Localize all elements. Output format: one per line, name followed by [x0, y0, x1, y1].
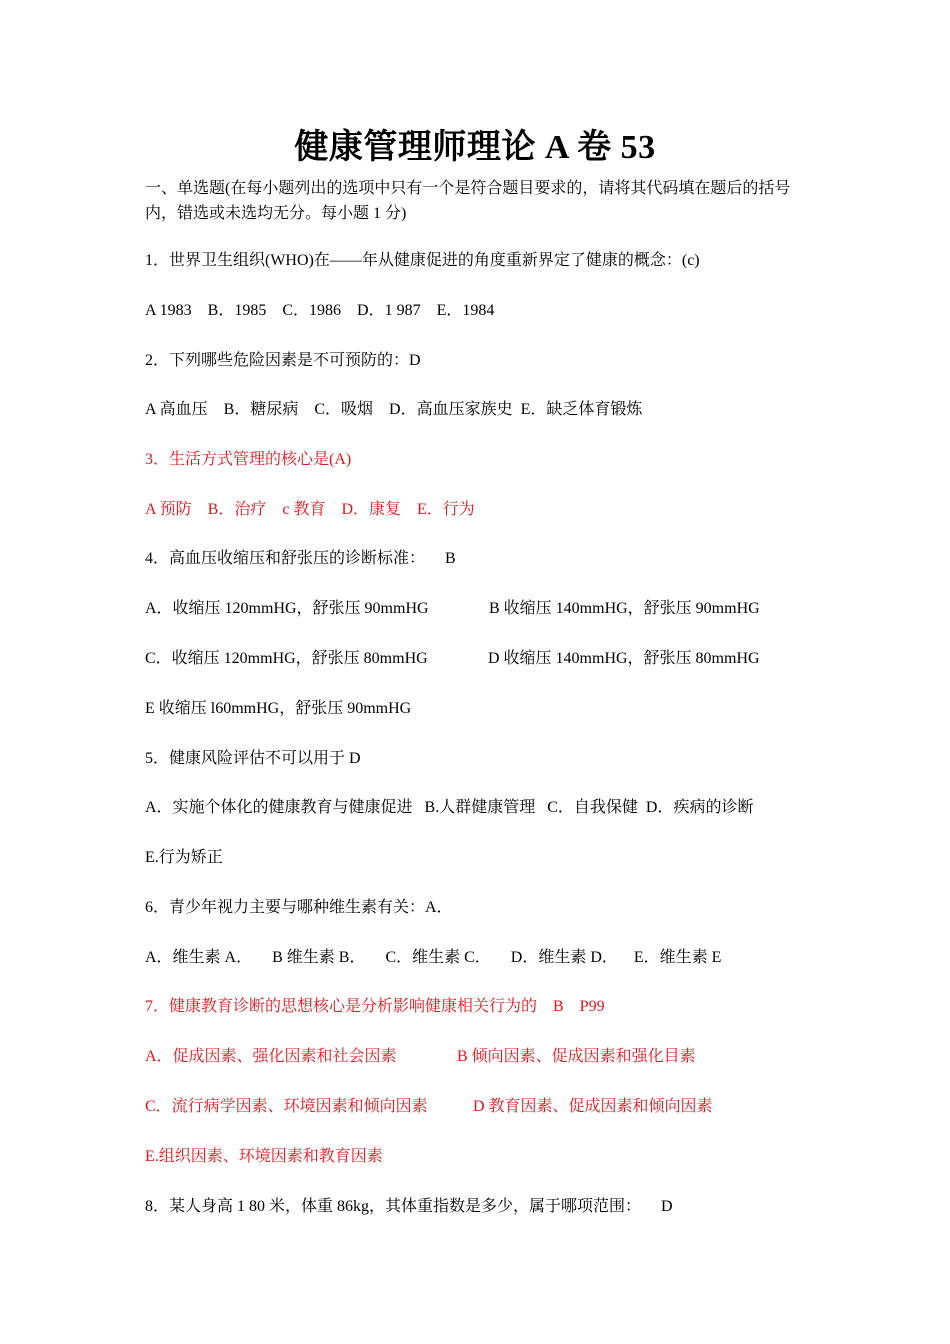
question-6-options: A．维生素 A． B 维生素 B． C．维生素 C． D．维生素 D． E．维生素 E [145, 949, 722, 966]
question-6-stem: 6．青少年视力主要与哪种维生素有关：A． [145, 899, 453, 916]
question-5-options: A．实施个体化的健康教育与健康促进 B.人群健康管理 C．自我保健 D．疾病的诊断 [145, 799, 754, 816]
question-5-stem: 5．健康风险评估不可以用于 D [145, 750, 361, 767]
question-7-option-b: B 倾向因素、促成因素和强化目素 [457, 1048, 696, 1065]
question-7-option-a: A．促成因素、强化因素和社会因素 [145, 1048, 397, 1065]
question-3-options: A 预防 B．治疗 c 教育 D．康复 E．行为 [145, 501, 475, 518]
question-4-option-d: D 收缩压 140mmHG，舒张压 80mmHG [488, 650, 760, 667]
question-4-stem: 4．高血压收缩压和舒张压的诊断标准： B [145, 550, 456, 567]
question-7-option-d: D 教育因素、促成因素和倾向因素 [473, 1098, 713, 1115]
question-4-option-a: A．收缩压 120mmHG，舒张压 90mmHG [145, 600, 429, 617]
question-4-option-b: B 收缩压 140mmHG，舒张压 90mmHG [489, 600, 760, 617]
document-title: 健康管理师理论 A 卷 53 [294, 129, 656, 166]
section-instructions: 一、单选题(在每小题列出的选项中只有一个是符合题目要求的，请将其代码填在题后的括号内，错选或未选均无分。每小题 1 分) [145, 180, 791, 222]
question-2-stem: 2．下列哪些危险因素是不可预防的：D [145, 352, 421, 369]
question-3-stem: 3．生活方式管理的核心是(A) [145, 451, 352, 468]
question-4-option-c: C．收缩压 120mmHG，舒张压 80mmHG [145, 650, 428, 667]
question-2-options: A 高血压 B．糖尿病 C．吸烟 D．高血压家族史 E．缺乏体育锻炼 [145, 401, 643, 418]
question-4-option-e: E 收缩压 l60mmHG，舒张压 90mmHG [145, 700, 412, 717]
question-1-stem: 1．世界卫生组织(WHO)在——年从健康促进的角度重新界定了健康的概念：(c) [145, 252, 700, 269]
question-1-options: A 1983 B．1985 C．1986 D．1 987 E．1984 [145, 302, 495, 319]
question-7-option-e: E.组织因素、环境因素和教育因素 [145, 1148, 383, 1165]
question-8-stem: 8．某人身高 1 80 米，体重 86kg，其体重指数是多少，属于哪项范围： D [145, 1198, 673, 1215]
question-7-option-c: C．流行病学因素、环境因素和倾向因素 [145, 1098, 428, 1115]
question-7-stem: 7．健康教育诊断的思想核心是分析影响健康相关行为的 B P99 [145, 998, 605, 1015]
question-5-options-continued: E.行为矫正 [145, 849, 223, 866]
